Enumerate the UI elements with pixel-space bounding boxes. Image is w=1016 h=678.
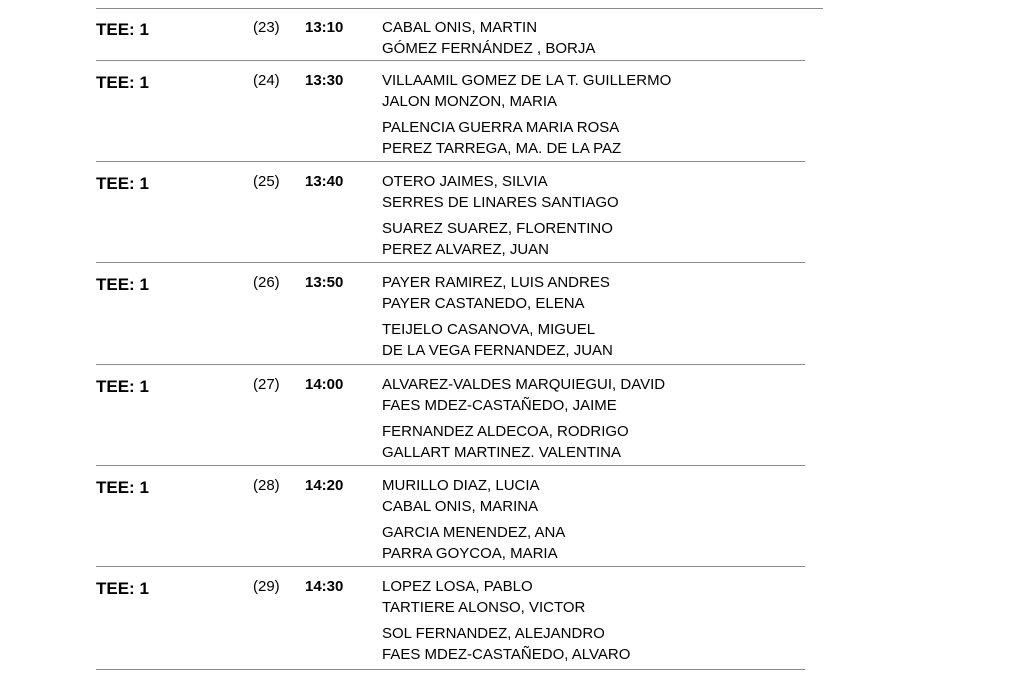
- player-list: [382, 476, 565, 570]
- tee-label: TEE: 1: [96, 20, 149, 39]
- tee-time-group: [96, 365, 805, 466]
- tee-time-group: [96, 263, 805, 365]
- group-number: (29): [253, 578, 280, 595]
- tee-time-group: [96, 8, 805, 61]
- player-list: [382, 18, 595, 65]
- player-name: SERRES DE LINARES SANTIAGO: [382, 193, 619, 211]
- tee-time: 14:00: [305, 376, 344, 393]
- player-name: TARTIERE ALONSO, VICTOR: [382, 598, 586, 616]
- player-pair: [382, 577, 630, 618]
- tee-time-group: [96, 61, 805, 162]
- player-pair: [382, 172, 619, 213]
- player-name: PALENCIA GUERRA MARIA ROSA: [382, 119, 620, 136]
- player-pair: [382, 18, 595, 59]
- player-name: LOPEZ LOSA, PABLO: [382, 578, 533, 595]
- player-name: CABAL ONIS, MARTIN: [382, 19, 538, 36]
- player-list: [382, 273, 613, 367]
- player-name: DE LA VEGA FERNANDEZ, JUAN: [382, 341, 613, 359]
- group-number: (24): [253, 72, 280, 89]
- player-name: MURILLO DIAZ, LUCIA: [382, 477, 540, 494]
- player-name: PEREZ TARREGA, MA. DE LA PAZ: [382, 139, 622, 157]
- player-name: TEIJELO CASANOVA, MIGUEL: [382, 321, 596, 338]
- group-number: (28): [253, 477, 280, 494]
- player-pair: [382, 375, 665, 416]
- player-pair: [382, 273, 613, 314]
- tee-label: TEE: 1: [96, 174, 149, 193]
- tee-label: TEE: 1: [96, 73, 149, 92]
- player-name: PARRA GOYCOA, MARIA: [382, 544, 558, 562]
- player-name: PAYER RAMIREZ, LUIS ANDRES: [382, 274, 610, 291]
- tee-time: 13:10: [305, 19, 344, 36]
- player-list: [382, 172, 619, 266]
- player-name: GÓMEZ FERNÁNDEZ , BORJA: [382, 39, 596, 57]
- player-name: SOL FERNANDEZ, ALEJANDRO: [382, 625, 605, 642]
- player-name: OTERO JAIMES, SILVIA: [382, 173, 548, 190]
- player-list: [382, 375, 665, 469]
- player-name: GALLART MARTINEZ. VALENTINA: [382, 443, 621, 461]
- player-pair: [382, 71, 671, 112]
- player-pair: [382, 422, 665, 463]
- tee-label: TEE: 1: [96, 377, 149, 396]
- player-name: SUAREZ SUAREZ, FLORENTINO: [382, 220, 613, 237]
- tee-time: 13:30: [305, 72, 344, 89]
- group-number: (25): [253, 173, 280, 190]
- player-list: [382, 71, 671, 165]
- tee-time: 13:40: [305, 173, 344, 190]
- player-name: JALON MONZON, MARIA: [382, 92, 558, 110]
- group-number: (26): [253, 274, 280, 291]
- player-pair: [382, 320, 613, 361]
- tee-label: TEE: 1: [96, 579, 149, 598]
- tee-time: 14:20: [305, 477, 344, 494]
- player-pair: [382, 476, 565, 517]
- player-pair: [382, 624, 630, 665]
- tee-label: TEE: 1: [96, 275, 149, 294]
- tee-time-group: [96, 162, 805, 263]
- tee-label: TEE: 1: [96, 478, 149, 497]
- player-name: FERNANDEZ ALDECOA, RODRIGO: [382, 423, 629, 440]
- player-name: PAYER CASTANEDO, ELENA: [382, 294, 585, 312]
- player-name: PEREZ ALVAREZ, JUAN: [382, 240, 549, 258]
- player-name: FAES MDEZ-CASTAÑEDO, JAIME: [382, 396, 617, 414]
- player-name: FAES MDEZ-CASTAÑEDO, ALVARO: [382, 645, 631, 663]
- player-pair: [382, 523, 565, 564]
- tee-time-group: [96, 567, 805, 670]
- group-number: (27): [253, 376, 280, 393]
- player-name: ALVAREZ-VALDES MARQUIEGUI, DAVID: [382, 376, 666, 393]
- player-name: VILLAAMIL GOMEZ DE LA T. GUILLERMO: [382, 72, 672, 89]
- group-number: (23): [253, 19, 280, 36]
- tee-time: 13:50: [305, 274, 344, 291]
- player-list: [382, 577, 630, 671]
- tee-time: 14:30: [305, 578, 344, 595]
- player-pair: [382, 219, 619, 260]
- player-name: GARCIA MENENDEZ, ANA: [382, 524, 566, 541]
- tee-time-group: [96, 466, 805, 567]
- player-pair: [382, 118, 671, 159]
- player-name: CABAL ONIS, MARINA: [382, 497, 539, 515]
